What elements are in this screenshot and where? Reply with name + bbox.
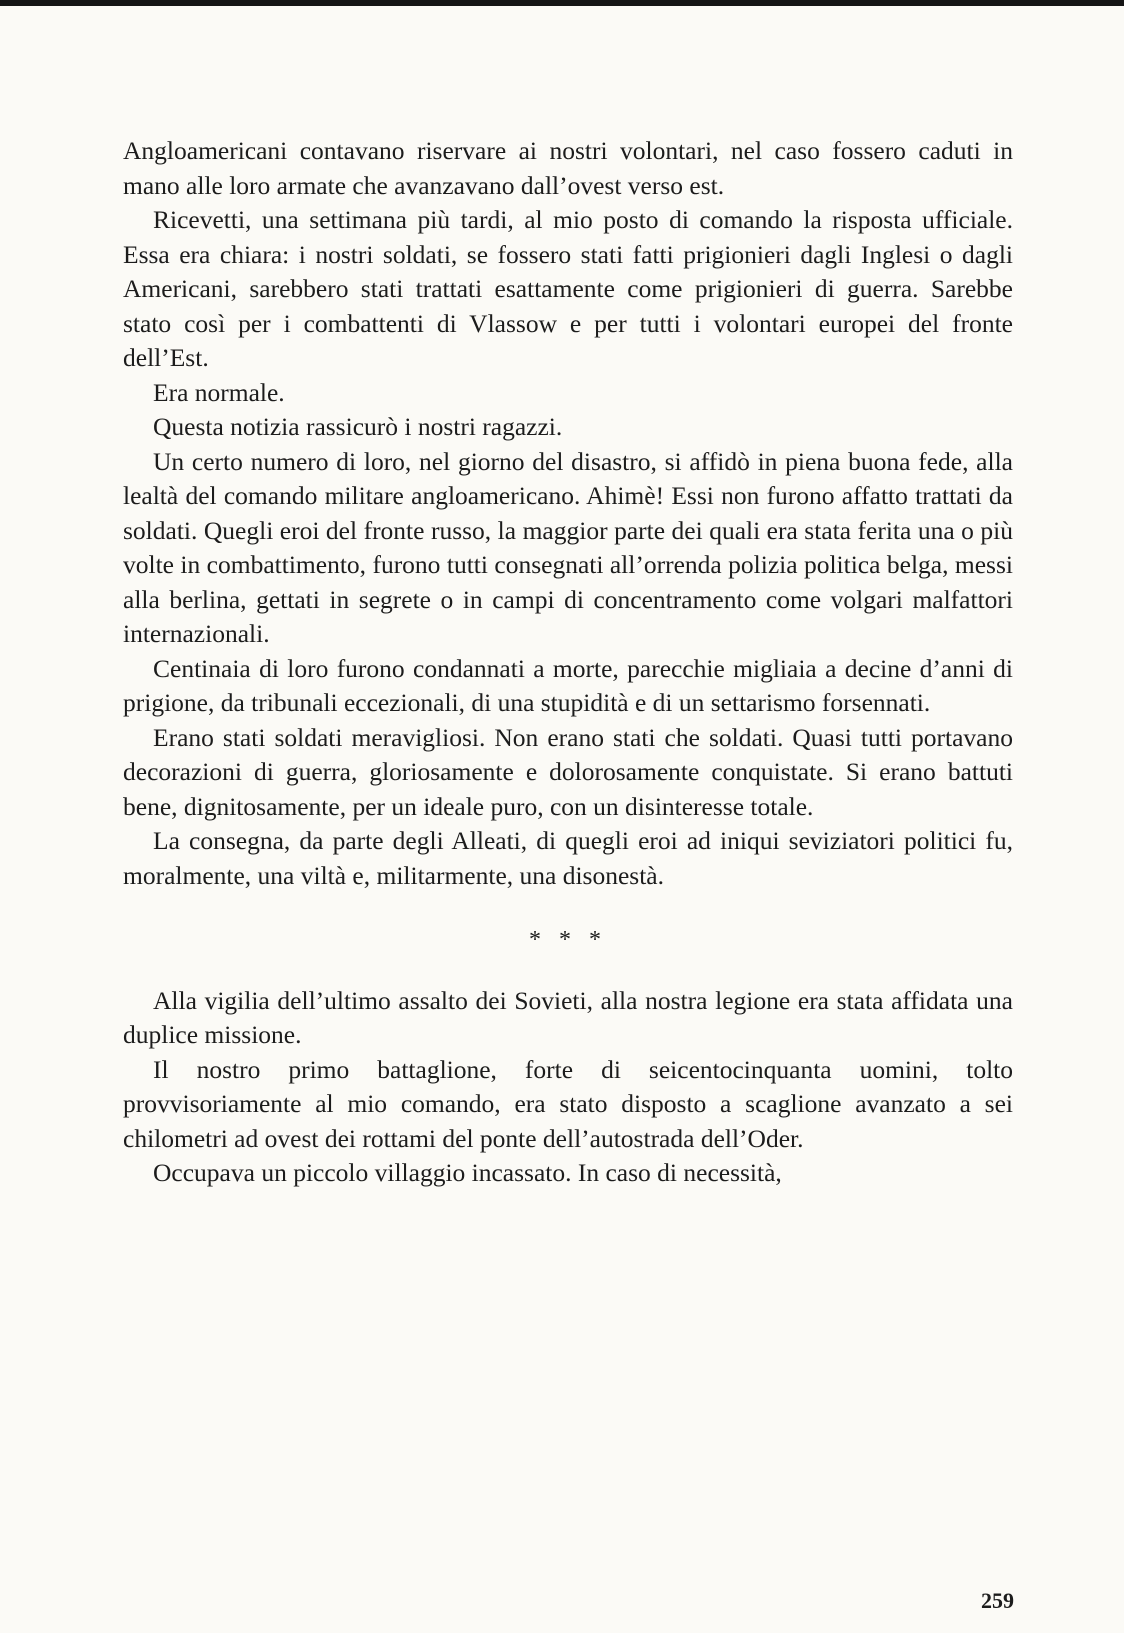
paragraph-9: Alla vigilia dell’ultimo assalto dei Sovieti, alla nostra legione era stata affidata una duplice missione. xyxy=(123,985,1013,1049)
body-text xyxy=(123,134,1013,1191)
section-separator: * * * xyxy=(529,927,607,953)
page-number: 259 xyxy=(981,1588,1014,1613)
paragraph-1: Angloamericani contavano riservare ai nostri volontari, nel caso fossero caduti in mano alle loro armate che avanzavano dall’ovest verso est. xyxy=(123,136,1013,200)
paragraph-3: Era normale. xyxy=(153,377,285,407)
paragraph-5: Un certo numero di loro, nel giorno del disastro, si affidò in piena buona fede, alla lealtà del comando militare angloamericano. Ahimè! Essi non furono affatto trattati da soldati. Quegli eroi del fronte russo, la maggior parte dei quali era stata ferita una o più volte in combattimento, furono tutti consegnati all’orrenda polizia politica belga, messi alla berlina, gettati in segrete o in campi di concentramento come volgari malfattori internazionali. xyxy=(123,446,1013,648)
paragraph-2: Ricevetti, una settimana più tardi, al mio posto di comando la risposta ufficiale. Essa era chiara: i nostri soldati, se fossero stati fatti prigionieri dagli Inglesi o dagli Americani, sarebbero stati trattati esattamente come prigionieri di guerra. Sarebbe stato così per i combattenti di Vlassow e per tutti i volontari europei del fronte dell’Est. xyxy=(123,205,1013,372)
top-border xyxy=(0,0,1124,6)
paragraph-8: La consegna, da parte degli Alleati, di quegli eroi ad iniqui seviziatori politici fu, moralmente, una viltà e, militarmente, una disonestà. xyxy=(123,826,1013,890)
paragraph-10: Il nostro primo battaglione, forte di seicentocinquanta uomini, tolto provvisoriamente al mio comando, era stato disposto a scaglione avanzato a sei chilometri ad ovest dei rottami del ponte dell’autostrada dell’Oder. xyxy=(123,1054,1013,1153)
paragraph-11: Occupava un piccolo villaggio incassato. In caso di necessità, xyxy=(153,1158,782,1187)
paragraph-6: Centinaia di loro furono condannati a morte, parecchie migliaia a decine d’anni di prigione, da tribunali eccezionali, di una stupidità e di un settarismo forsennati. xyxy=(123,653,1013,717)
paragraph-4: Questa notizia rassicurò i nostri ragazzi. xyxy=(153,412,563,441)
paragraph-7: Erano stati soldati meravigliosi. Non erano stati che soldati. Quasi tutti portavano decorazioni di guerra, gloriosamente e dolorosamente conquistate. Si erano battuti bene, dignitosamente, per un ideale puro, con un disinteresse totale. xyxy=(123,722,1013,821)
